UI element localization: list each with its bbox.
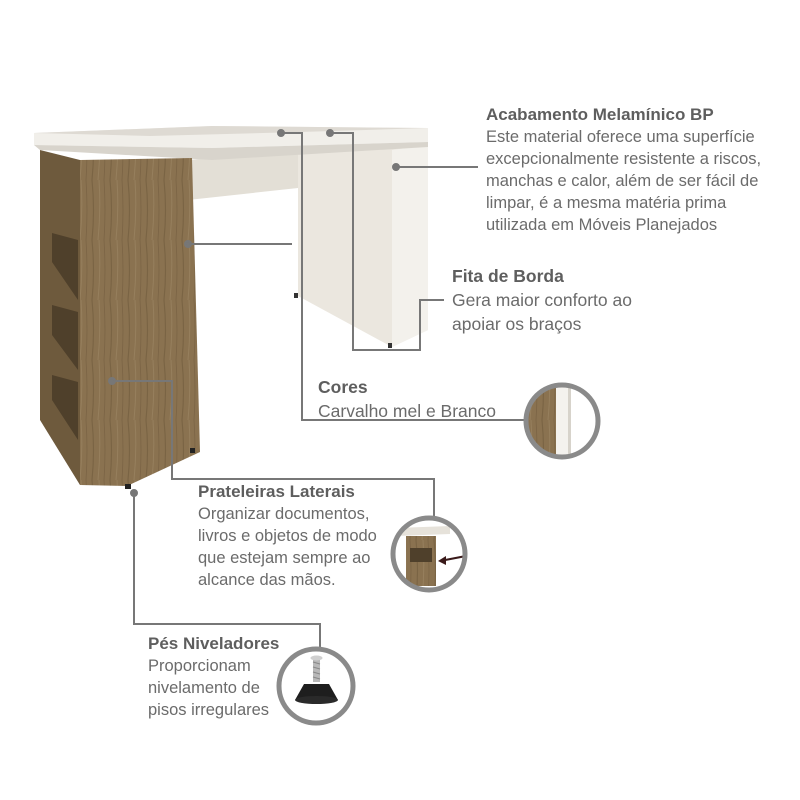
feature-pes-title: Pés Niveladores <box>148 634 280 653</box>
shelf-detail-circle <box>390 515 470 595</box>
feature-fita-title: Fita de Borda <box>452 266 564 286</box>
feature-fita <box>452 264 702 336</box>
feature-prateleiras-title: Prateleiras Laterais <box>198 482 355 501</box>
feature-fita-text: Gera maior conforto ao apoiar os braços <box>452 290 632 334</box>
feature-pes-text: Proporcionam nivelamento de pisos irregulares <box>148 657 270 719</box>
feature-acabamento <box>486 104 786 236</box>
foot-detail-circle <box>275 645 360 730</box>
feature-pes <box>148 633 283 721</box>
feature-cores-title: Cores <box>318 377 368 397</box>
feature-cores-text: Carvalho mel e Branco <box>318 401 496 421</box>
feature-prateleiras-text: Organizar documentos, livros e objetos de modo que estejam sempre ao alcance das mãos. <box>198 505 377 589</box>
feature-cores <box>318 375 528 423</box>
desk-shelf-unit <box>40 150 200 489</box>
feature-acabamento-title: Acabamento Melamínico BP <box>486 105 714 124</box>
desk-right-leg <box>294 145 428 348</box>
feature-acabamento-text: Este material oferece uma superfície excepcionalmente resistente a riscos, manchas e calor, além de ser fácil de limpar, é a mesma matéria prima utilizada em Móveis Planejados <box>486 128 762 234</box>
color-detail-circle <box>520 380 610 470</box>
feature-prateleiras <box>198 481 398 591</box>
